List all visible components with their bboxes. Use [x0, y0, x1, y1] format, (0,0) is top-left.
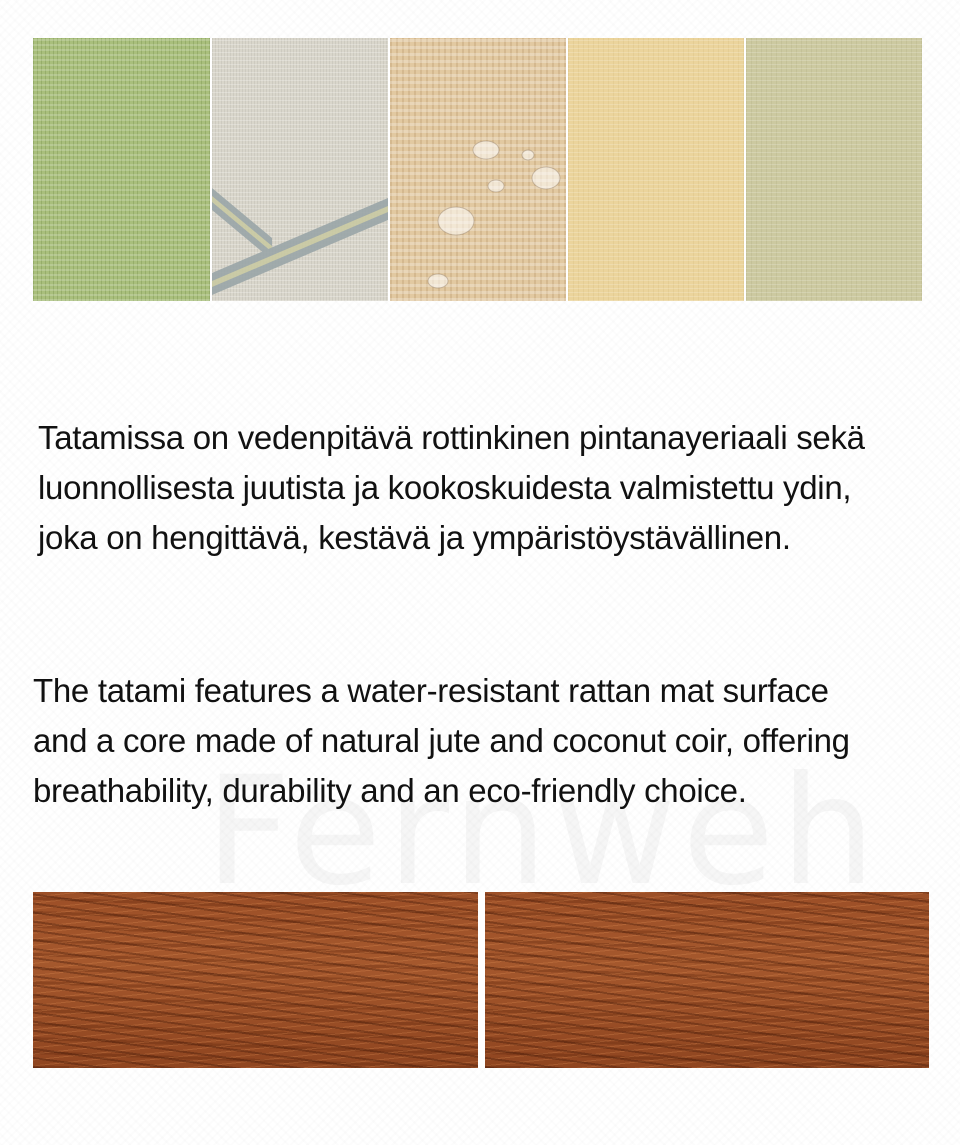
description-en-line: and a core made of natural jute and coconut coir, offering	[33, 722, 850, 759]
swatch-grey-rattan-with-border	[210, 38, 388, 301]
tatami-edge-trim	[212, 188, 388, 295]
description-fi-line: joka on hengittävä, kestävä ja ympäristöystävällinen.	[38, 519, 791, 556]
water-droplet	[428, 274, 448, 288]
coir-core-photos	[33, 892, 929, 1068]
water-droplet	[438, 207, 474, 235]
coconut-coir-photo-left	[33, 892, 478, 1068]
coconut-coir-photo-right	[478, 892, 929, 1068]
description-en-line: breathability, durability and an eco-friendly choice.	[33, 772, 747, 809]
water-droplet	[532, 167, 560, 189]
swatch-green-rattan	[33, 38, 210, 301]
description-fi-line: luonnollisesta juutista ja kookoskuidesta valmistettu ydin,	[38, 469, 852, 506]
description-en-line: The tatami features a water-resistant rattan mat surface	[33, 672, 829, 709]
description-english	[33, 666, 923, 816]
description-finnish	[38, 413, 928, 563]
water-droplet	[522, 150, 534, 160]
description-fi-line: Tatamissa on vedenpitävä rottinkinen pintanayeriaali sekä	[38, 419, 865, 456]
material-swatch-row	[33, 38, 922, 301]
water-droplet	[488, 180, 504, 192]
swatch-golden-rattan	[566, 38, 744, 301]
swatch-waterproof-rattan	[388, 38, 566, 301]
water-droplet	[473, 141, 499, 159]
swatch-khaki-rattan	[744, 38, 922, 301]
